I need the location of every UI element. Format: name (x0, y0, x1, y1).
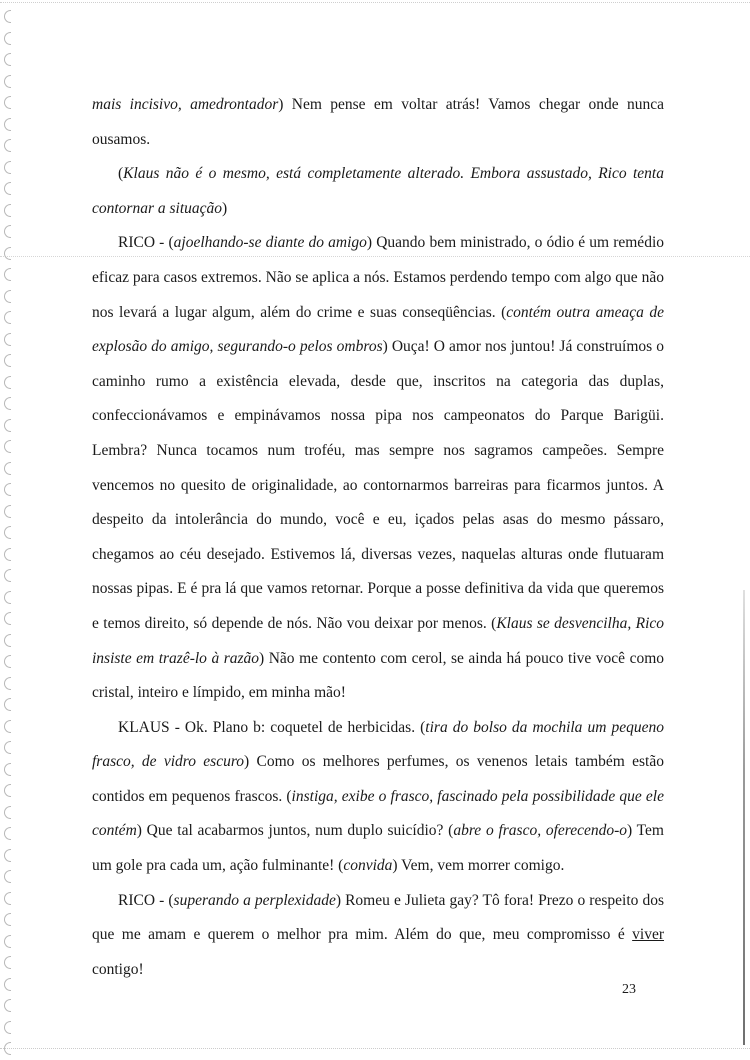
binder-hole (4, 956, 11, 969)
binder-hole (4, 53, 11, 66)
binder-hole (4, 591, 11, 604)
binder-hole (4, 806, 11, 819)
dialogue-text: RICO - ( (118, 234, 174, 252)
binder-hole (4, 784, 11, 797)
dialogue-text: contigo! (92, 960, 144, 978)
stage-direction: mais incisivo, amedrontador (92, 96, 279, 113)
stage-direction: abre o frasco, oferecendo-o (453, 822, 628, 840)
scan-artifact-top (0, 2, 750, 3)
dialogue-text: KLAUS - Ok. Plano b: coquetel de herbicidas. ( (118, 718, 426, 736)
stage-direction: convida (343, 857, 393, 875)
binder-hole (4, 290, 11, 303)
binder-hole (4, 118, 11, 131)
dialogue-text: ) Nem pense em voltar atrás! Vamos chegar onde nunca ousamos. (92, 96, 664, 148)
binder-hole (4, 569, 11, 582)
page-number: 23 (622, 982, 636, 997)
binder-hole (4, 10, 11, 23)
binder-hole (4, 634, 11, 647)
binder-hole (4, 655, 11, 668)
binder-hole (4, 311, 11, 324)
paragraph (92, 157, 664, 226)
dialogue-text: ) Como os melhores perfumes, os venenos letais também estão contidos em pequenos frascos. ( (92, 753, 664, 805)
paragraph (92, 711, 664, 884)
binder-hole (4, 526, 11, 539)
dialogue-text: ) Que tal acabarmos juntos, num duplo suicídio? ( (136, 822, 454, 840)
binder-hole (4, 225, 11, 238)
binder-hole (4, 333, 11, 346)
dialogue-text: ( (118, 165, 124, 183)
binder-hole (4, 354, 11, 367)
binder-hole (4, 720, 11, 733)
binder-hole (4, 462, 11, 475)
underlined-text: viver (632, 926, 664, 944)
binder-hole (4, 182, 11, 195)
stage-direction: ajoelhando-se diante do amigo (173, 234, 367, 252)
dialogue-text: RICO - ( (118, 891, 174, 909)
binder-hole (4, 483, 11, 496)
binder-hole (4, 763, 11, 776)
paragraph (92, 88, 664, 157)
dialogue-text: ) Vem, vem morrer comigo. (392, 857, 565, 875)
dialogue-text: ) Ouça! O amor nos juntou! Já construímos o caminho rumo a existência elevada, desde que, inscritos na categoria das duplas, confeccionávamos e empinávamos nossa pipa nos campeonatos do Parque Barigüi. Lembra? Nunca tocamos num troféu, mas sempre nos sagramos campeões. Sempre vencemos no quesito de originalidade, ao contornarmos barreiras para ficarmos juntos. A despeito da intolerância do mundo, você e eu, içados pelas asas do mesmo pássaro, chegamos ao céu desejado. Estivemos lá, diversas vezes, naquelas alturas onde flutuaram nossas pipas. E é pra lá que vamos retornar. Porque a posse definitiva da vida que queremos e temos direito, só depende de nós. Não vou deixar por menos. ( (92, 338, 665, 632)
stage-direction: superando a perplexidade (173, 891, 336, 909)
stage-direction: contém outra ameaça de explosão do amigo, segurando-o pelos ombros (92, 303, 664, 356)
binder-hole (4, 999, 11, 1012)
stage-direction: instiga, exibe o frasco, fascinado pela possibilidade que ele contém (92, 787, 664, 840)
stage-direction: Klaus se desvencilha, Rico insiste em trazê-lo à razão (92, 614, 665, 667)
binder-hole (4, 161, 11, 174)
binder-hole (4, 268, 11, 281)
binder-hole (4, 419, 11, 432)
stage-direction: Klaus não é o mesmo, está completamente alterado. Embora assustado, Rico tenta contornar a situação (92, 165, 664, 217)
binder-hole (4, 548, 11, 561)
binder-hole (4, 376, 11, 389)
binder-hole (4, 139, 11, 152)
binder-hole (4, 677, 11, 690)
dialogue-text: ) (222, 199, 228, 217)
stage-direction: tira do bolso da mochila um pequeno frasco, de vidro escuro (92, 718, 664, 771)
binder-hole (4, 1021, 11, 1034)
binder-hole (4, 612, 11, 625)
paragraph (92, 884, 664, 988)
page-edge-shadow (743, 590, 745, 1045)
paragraph (92, 226, 664, 710)
binder-hole (4, 75, 11, 88)
binder-hole (4, 247, 11, 260)
binder-hole (4, 698, 11, 711)
binder-hole (4, 849, 11, 862)
document-body (92, 88, 664, 987)
binder-hole (4, 935, 11, 948)
binder-hole (4, 440, 11, 453)
binder-hole (4, 1042, 11, 1055)
dialogue-text: ) Tem um gole pra cada um, ação fulminante! ( (92, 822, 664, 875)
binder-hole (4, 892, 11, 905)
dialogue-text: ) Romeu e Julieta gay? Tô fora! Prezo o respeito dos que me amam e querem o melhor pra mim. Além do que, meu compromisso é (92, 891, 664, 944)
binder-hole (4, 505, 11, 518)
binder-hole (4, 204, 11, 217)
binder-holes (0, 0, 22, 1060)
binder-hole (4, 741, 11, 754)
binder-hole (4, 913, 11, 926)
binder-hole (4, 96, 11, 109)
dialogue-text: ) Quando bem ministrado, o ódio é um remédio eficaz para casos extremos. Não se aplica a nós. Estamos perdendo tempo com algo que não nos levará a lugar algum, além do crime e suas conseqüências. ( (92, 234, 664, 321)
binder-hole (4, 978, 11, 991)
binder-hole (4, 827, 11, 840)
binder-hole (4, 32, 11, 45)
scan-artifact-bottom (0, 1048, 750, 1049)
dialogue-text: ) Não me contento com cerol, se ainda há pouco tive você como cristal, inteiro e límpido, em minha mão! (92, 649, 665, 702)
binder-hole (4, 397, 11, 410)
binder-hole (4, 870, 11, 883)
